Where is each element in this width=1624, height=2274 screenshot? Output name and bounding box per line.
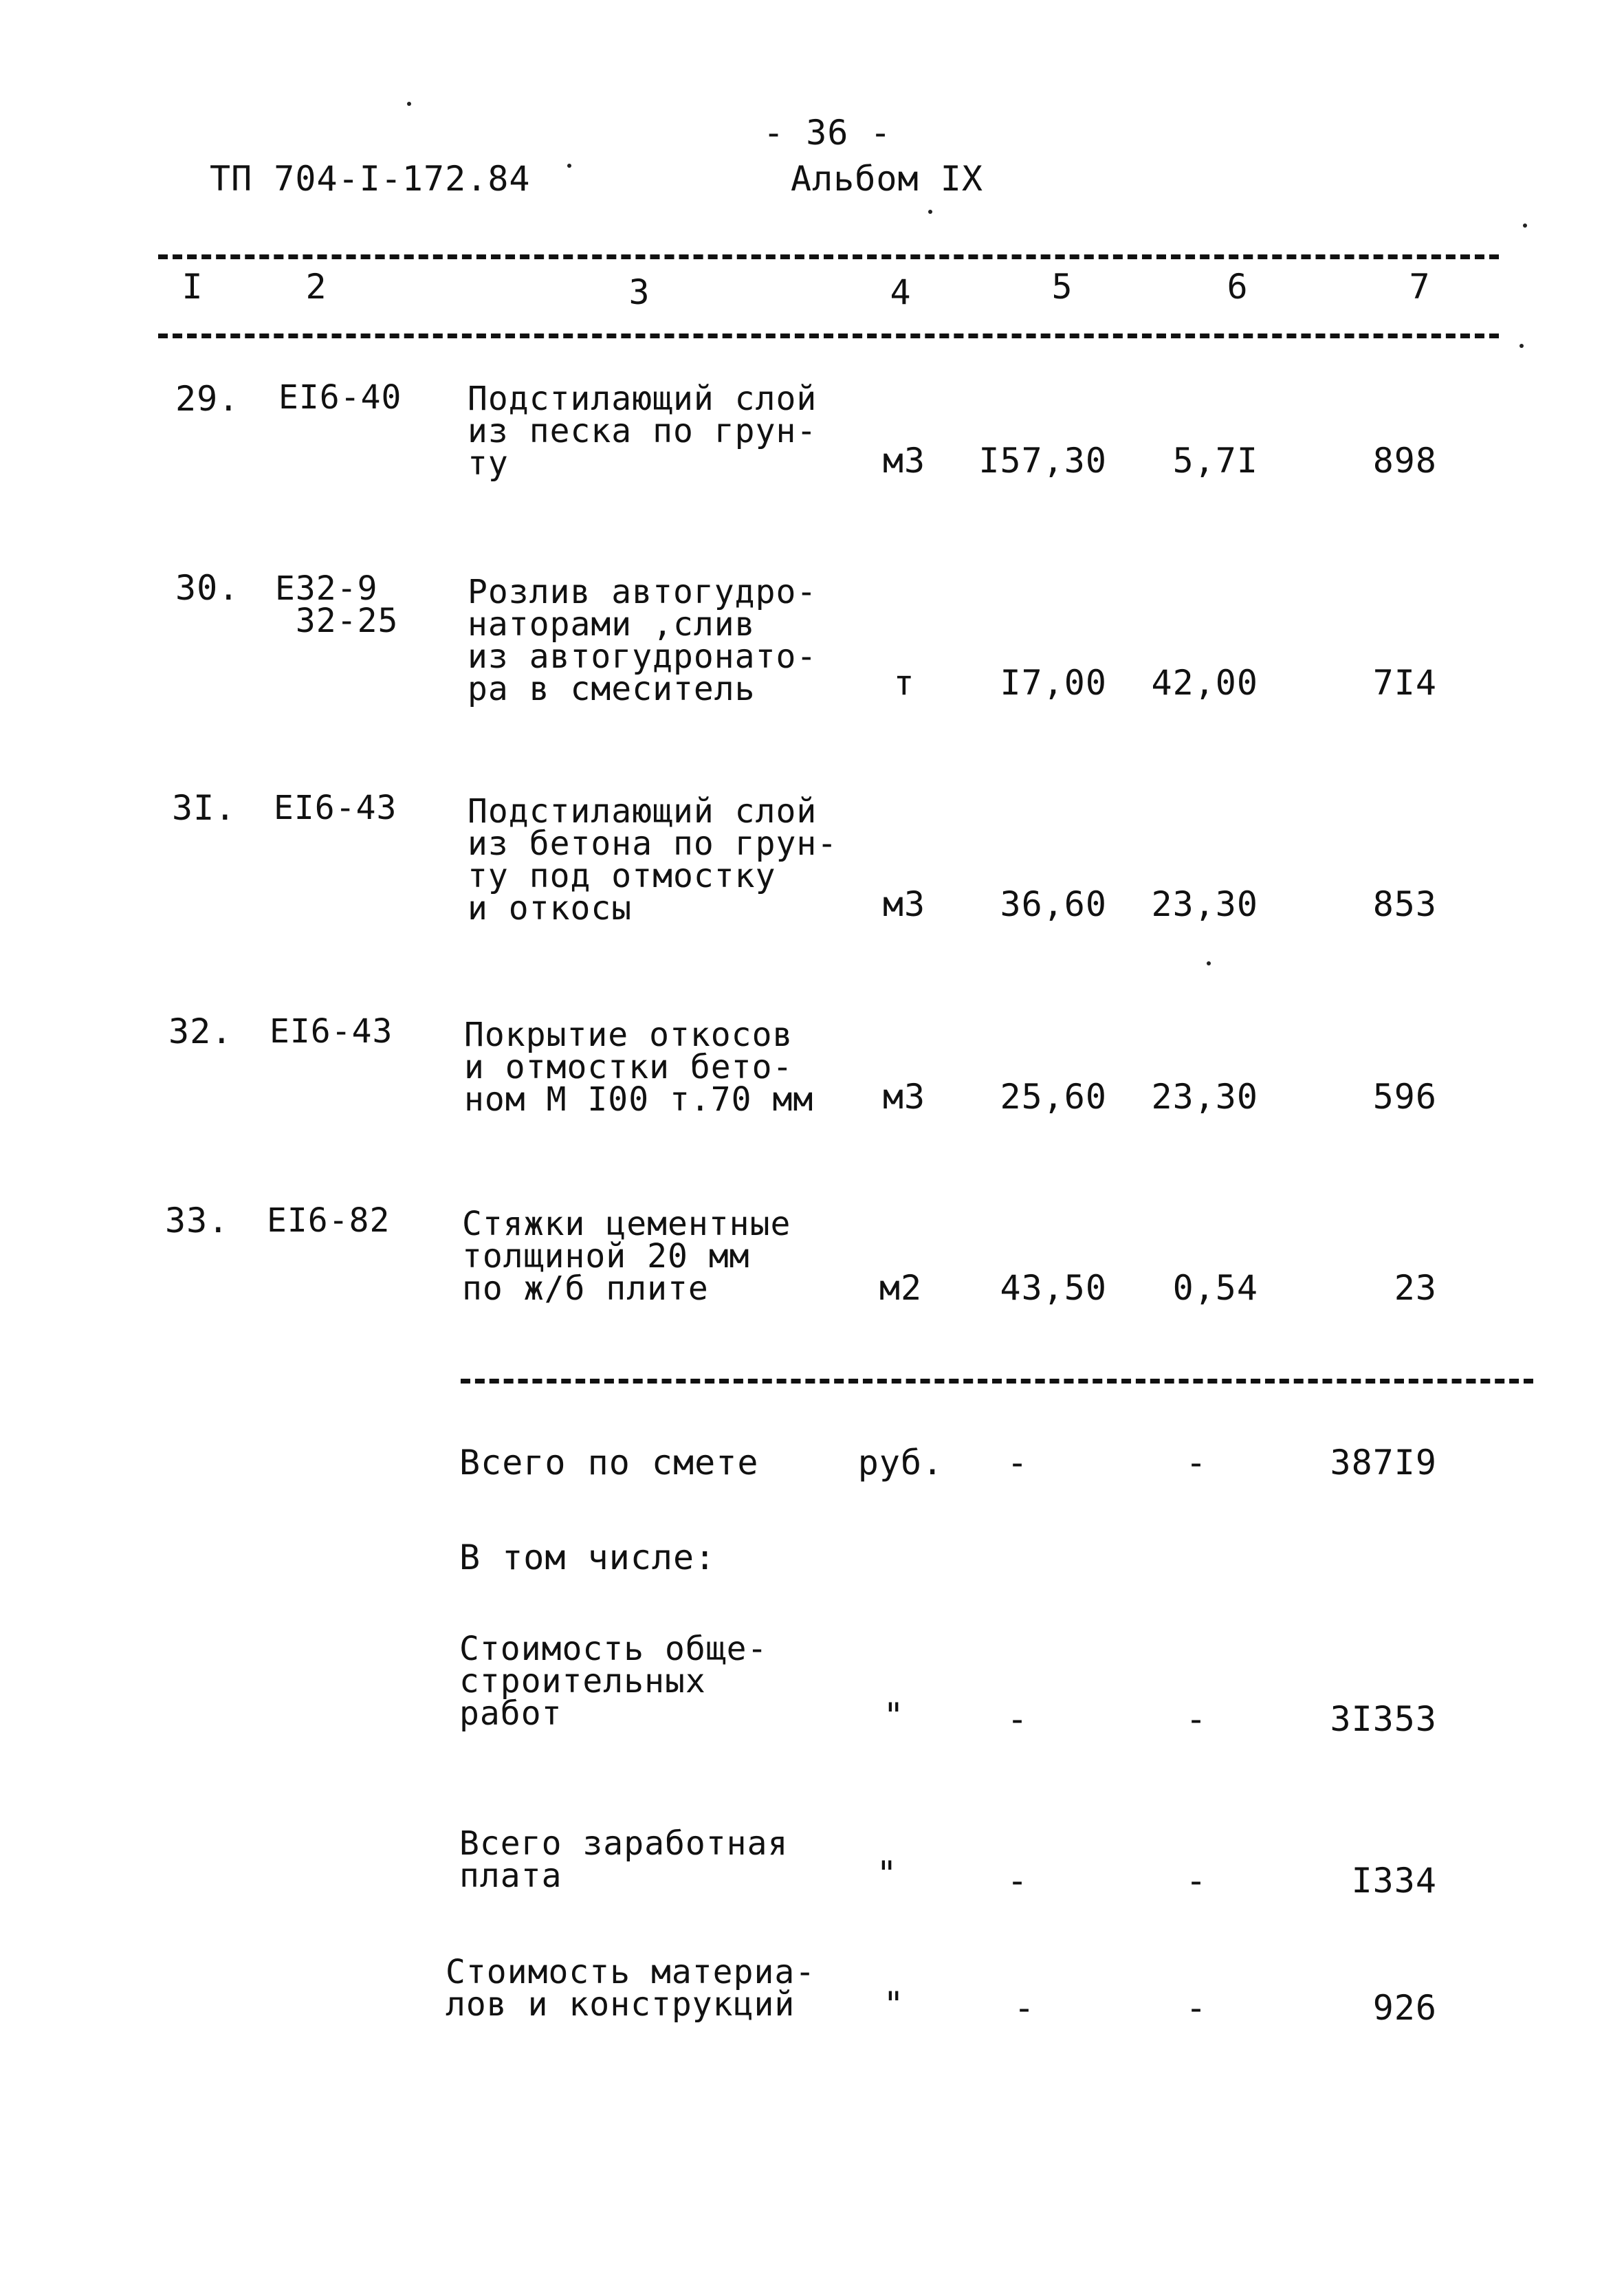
row-price: 42,00 [1151,663,1258,703]
col-header-7: 7 [1409,267,1431,307]
row-description: Подстилающий слой из бетона по грун- ту под отмостку и откосы [468,792,838,928]
row-number: 33. [165,1201,230,1240]
row-number: 3I. [172,788,237,828]
summary-item-unit: " [883,1696,905,1736]
summary-item-price: - [1185,1861,1207,1901]
summary-total-unit: руб. [857,1443,944,1483]
summary-item-value: 926 [1372,1988,1437,2028]
row-quantity: 36,60 [1000,884,1107,924]
summary-item-label: Стоимость материа- лов и конструкций [446,1953,816,2024]
row-total: 898 [1372,441,1437,481]
col-header-5: 5 [1051,267,1073,307]
row-number: 30. [175,568,240,608]
scan-speck [567,164,571,168]
summary-total-quantity: - [1007,1443,1029,1483]
row-price: 5,7I [1172,441,1258,481]
album-title: Альбом IX [791,159,983,199]
row-number: 32. [168,1012,233,1051]
row-total: 23 [1394,1268,1437,1308]
page-number: - 36 - [763,113,892,153]
row-quantity: I7,00 [1000,663,1107,703]
summary-item-value: 3I353 [1330,1699,1437,1739]
col-header-1: I [182,267,204,307]
row-price: 23,30 [1151,1077,1258,1117]
row-code: EI6-43 [270,1012,393,1051]
summary-item-quantity: - [1007,1861,1029,1901]
document-code: ТП 704-I-172.84 [210,159,531,199]
row-description: Стяжки цементные толщиной 20 мм по ж/б плите [462,1205,791,1308]
row-description: Розлив автогудро- наторами ,слив из автогудронато- ра в смеситель [468,573,818,708]
row-code: EI6-43 [274,789,397,827]
summary-total-label: Всего по смете [459,1443,759,1483]
row-unit: м3 [882,1077,926,1117]
row-description: Подстилающий слой из песка по грун- ту [468,380,818,483]
row-code: E32-9 32-25 [275,569,399,640]
summary-item-unit: " [876,1854,898,1894]
summary-total-price: - [1185,1443,1207,1483]
header-bottom-rule [158,334,1499,338]
summary-item-quantity: - [1007,1699,1029,1739]
col-header-3: 3 [628,272,650,312]
row-code: EI6-82 [267,1201,391,1240]
scan-speck [1519,344,1524,348]
summary-item-quantity: - [1013,1988,1035,2028]
summary-including-label: В том числе: [459,1538,716,1577]
row-unit: м2 [879,1268,923,1308]
col-header-4: 4 [890,272,912,312]
col-header-2: 2 [305,267,327,307]
scan-speck [1523,223,1527,228]
row-quantity: 25,60 [1000,1077,1107,1117]
row-code: EI6-40 [278,378,402,417]
scan-speck [1207,961,1211,965]
row-unit: м3 [882,441,926,481]
row-quantity: 43,50 [1000,1268,1107,1308]
summary-item-price: - [1185,1699,1207,1739]
col-header-6: 6 [1227,267,1249,307]
row-price: 23,30 [1151,884,1258,924]
row-number: 29. [175,379,240,419]
row-description: Покрытие откосов и отмостки бето- ном М I00 т.70 мм [464,1016,814,1119]
row-price: 0,54 [1172,1268,1258,1308]
summary-total-value: 387I9 [1330,1443,1437,1483]
summary-item-label: Стоимость обще- строительных работ [459,1630,768,1733]
header-top-rule [158,254,1499,259]
scan-speck [407,102,411,106]
summary-item-unit: " [883,1985,905,2024]
row-total: 7I4 [1372,663,1437,703]
summary-rule [461,1379,1533,1384]
summary-item-label: Всего заработная плата [459,1824,789,1895]
row-unit: т [893,663,915,703]
row-total: 596 [1372,1077,1437,1117]
row-total: 853 [1372,884,1437,924]
row-quantity: I57,30 [978,441,1107,481]
summary-item-value: I334 [1351,1861,1437,1901]
scan-speck [928,210,932,214]
row-unit: м3 [882,884,926,924]
summary-item-price: - [1185,1988,1207,2028]
